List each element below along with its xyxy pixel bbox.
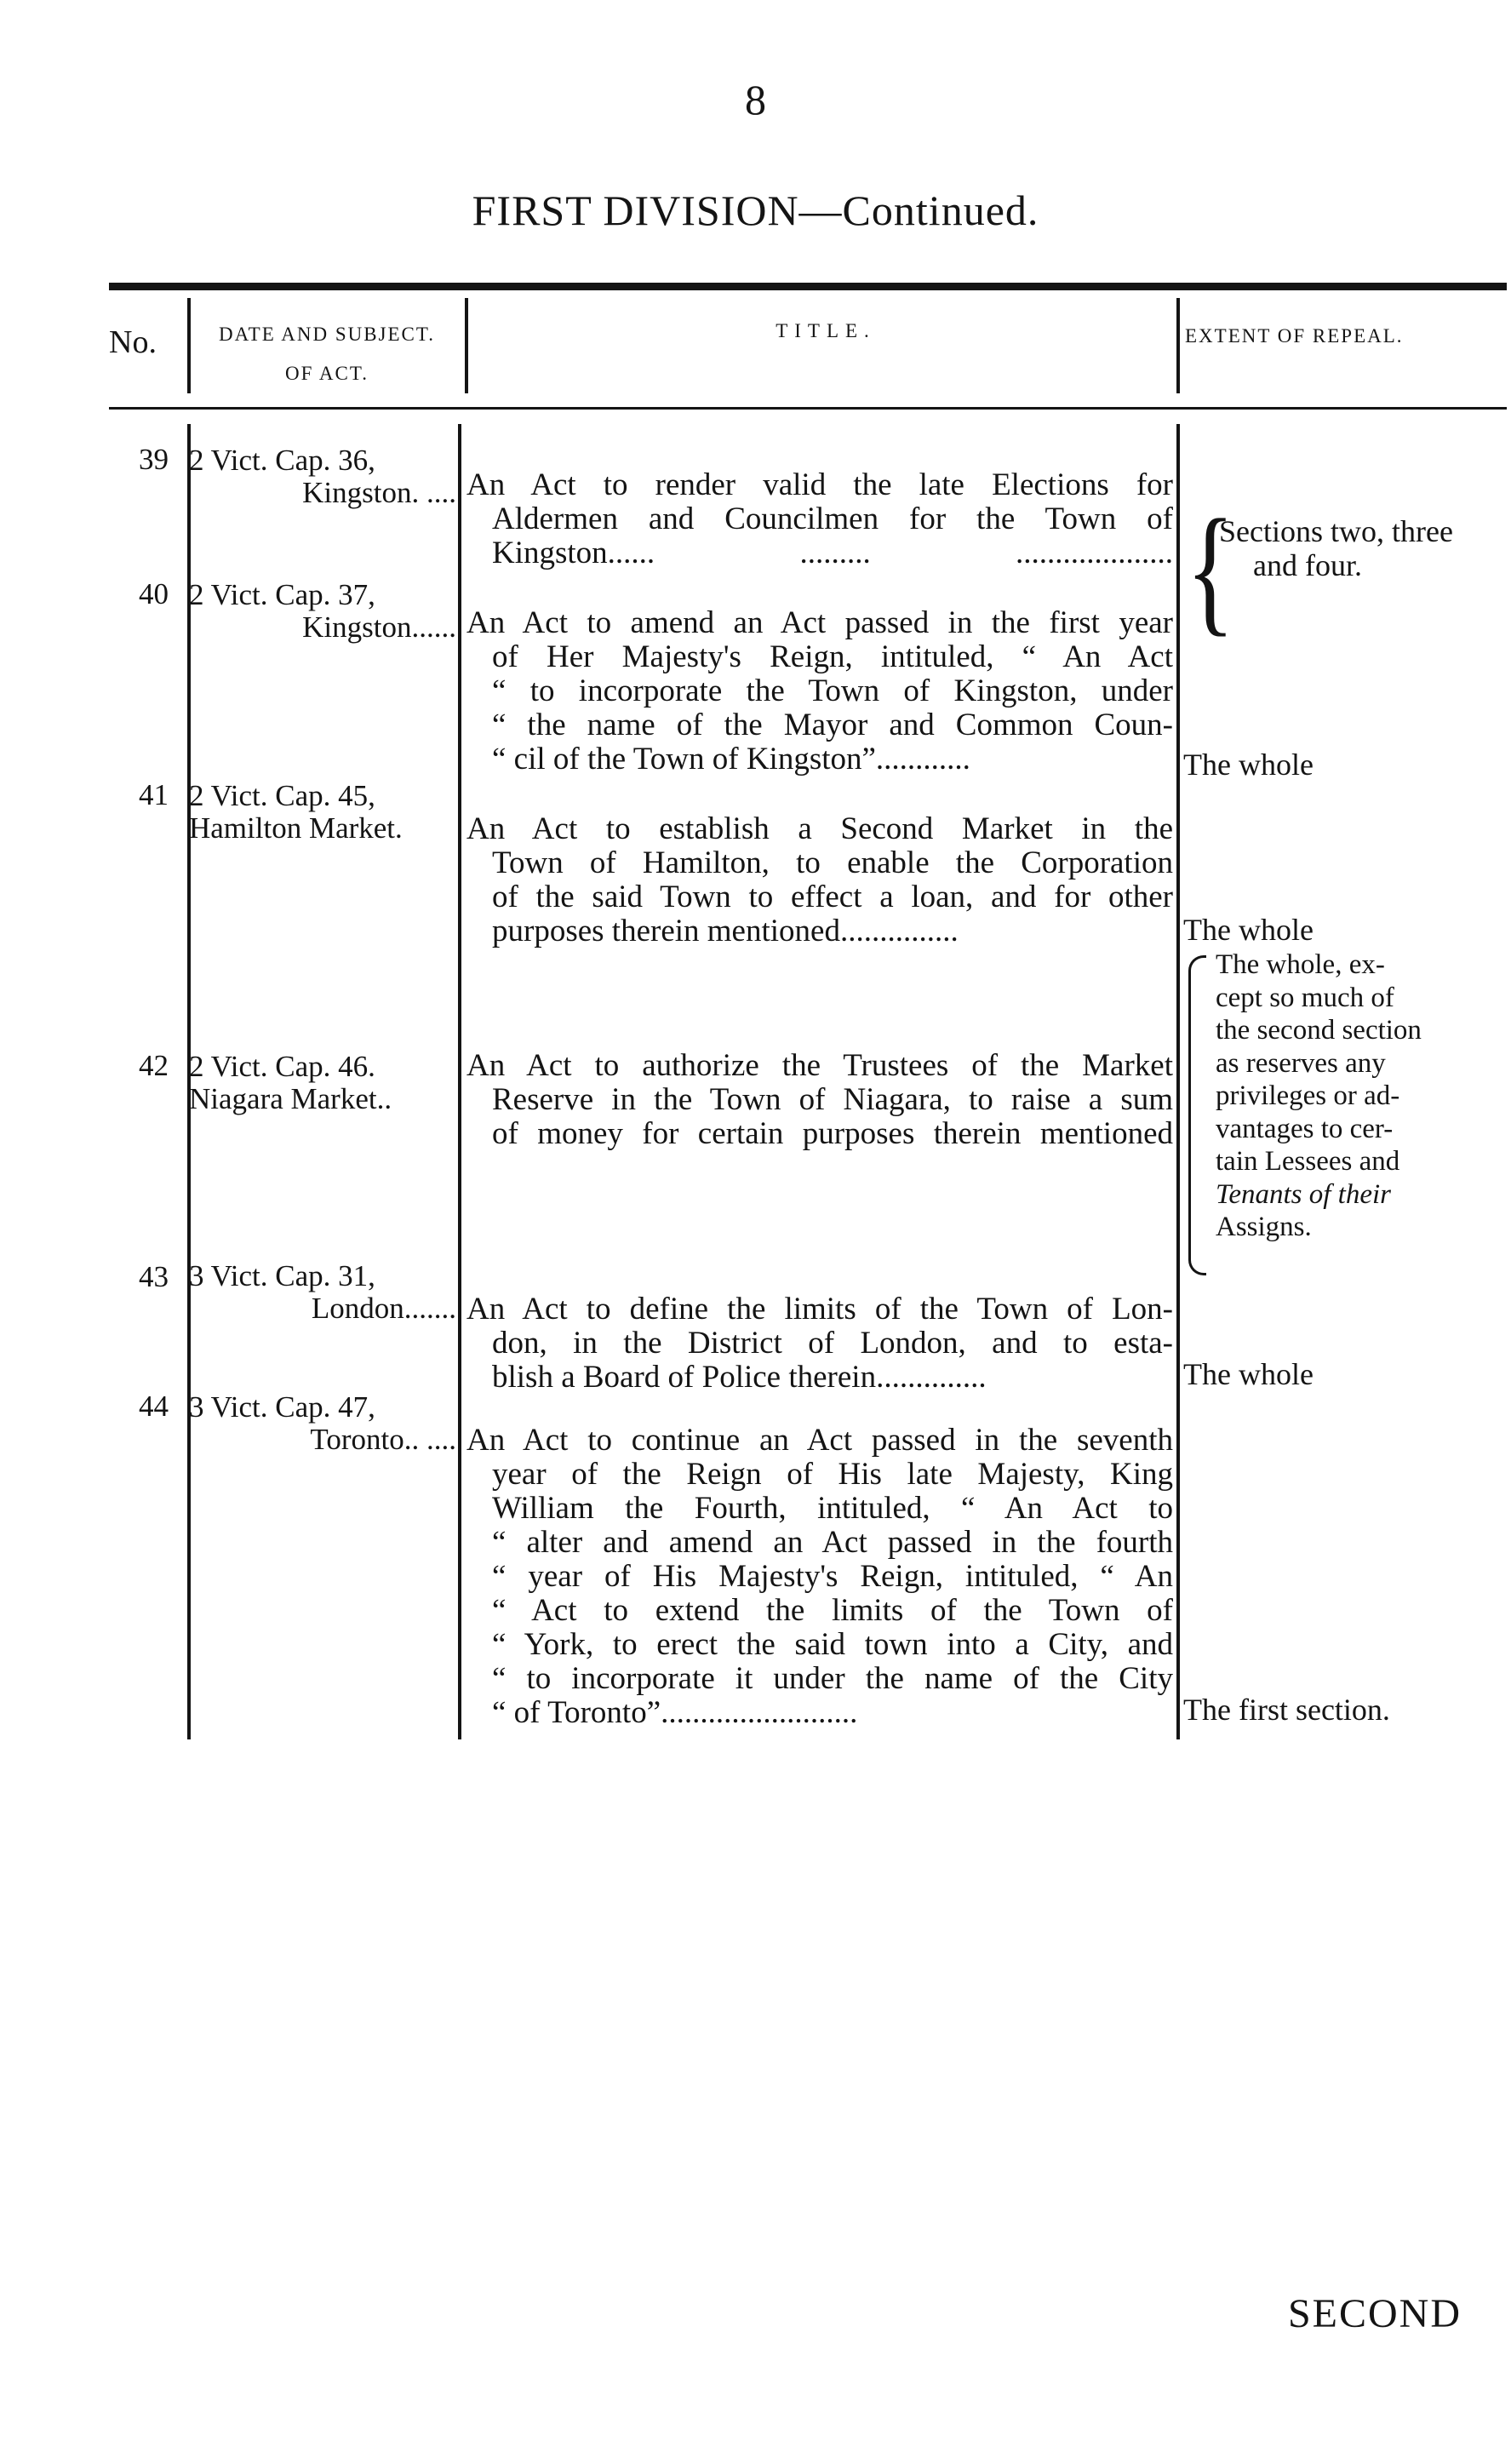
entry-number: 41 (139, 778, 169, 811)
entry-extent (1183, 748, 1314, 782)
top-rule (109, 283, 1507, 290)
entry-title (466, 812, 1173, 948)
brace-icon (1188, 955, 1206, 1275)
extent-line: Tenants of their (1216, 1178, 1391, 1210)
title-line: “ of Toronto”......................... (492, 1695, 858, 1730)
catchword: SECOND (1287, 2291, 1462, 2336)
entry-title (466, 468, 1173, 570)
entry-date: 2 Vict. Cap. 45, (189, 779, 375, 812)
entry-number: 42 (139, 1049, 169, 1082)
entry-number: 44 (139, 1390, 169, 1423)
entry-subject: Kingston. .... (302, 476, 456, 509)
entry-extent (1183, 1693, 1390, 1727)
entry-date-subject (189, 444, 456, 509)
title-line: Kingston...... ......... .................... (492, 536, 1173, 570)
title-line: of the said Town to effect a loan, and for other (492, 880, 1173, 914)
title-line: “ York, to erect the said town into a City, and (492, 1627, 1173, 1662)
entry-date-subject (189, 1051, 456, 1115)
entry-extent (1183, 913, 1314, 947)
entry-number: 40 (139, 577, 169, 610)
title-line: “ cil of the Town of Kingston”............ (492, 742, 970, 776)
entry-date: 2 Vict. Cap. 46. (189, 1050, 375, 1083)
entry-subject: Niagara Market.. (189, 1082, 392, 1115)
title-line: don, in the District of London, and to esta- (492, 1326, 1173, 1361)
title-line: “ the name of the Mayor and Common Coun- (492, 708, 1173, 742)
header-date-line2: OF ACT. (285, 363, 369, 384)
extent-line: privileges or ad- (1216, 1080, 1400, 1111)
extent-line: and four. (1253, 548, 1362, 582)
entry-extent (1216, 948, 1497, 1244)
title-line: Aldermen and Councilmen for the Town of (492, 501, 1173, 536)
extent-line: tain Lessees and (1216, 1146, 1400, 1177)
column-divider (1176, 298, 1180, 393)
header-no: No. (109, 324, 157, 360)
entry-date-subject (189, 1391, 456, 1456)
entry-title (466, 606, 1173, 776)
extent-line: The first section. (1183, 1693, 1390, 1727)
extent-line: the second section (1216, 1015, 1422, 1046)
entry-title (466, 1049, 1173, 1151)
header-extent-of-repeal: EXTENT OF REPEAL. (1185, 325, 1404, 347)
title-line: “ to incorporate it under the name of the City (492, 1661, 1173, 1696)
entry-date: 2 Vict. Cap. 37, (189, 578, 375, 611)
extent-line: The whole (1183, 913, 1314, 947)
entry-title (466, 1424, 1173, 1730)
title-line: “ year of His Majesty's Reign, intituled, “ An (492, 1559, 1173, 1594)
title-line: “ Act to extend the limits of the Town of (492, 1593, 1173, 1628)
extent-line: The whole (1183, 1357, 1314, 1391)
title-line: year of the Reign of His late Majesty, King (492, 1457, 1173, 1492)
column-divider (1176, 424, 1180, 1739)
entry-number: 39 (139, 443, 169, 476)
entry-date-subject (189, 579, 456, 644)
extent-line: vantages to cer- (1216, 1113, 1394, 1144)
title-line: “ alter and amend an Act passed in the fourth (492, 1525, 1173, 1560)
title-line: Town of Hamilton, to enable the Corporation (492, 845, 1173, 880)
title-line: William the Fourth, intituled, “ An Act to (492, 1491, 1173, 1526)
entry-date: 2 Vict. Cap. 36, (189, 444, 375, 477)
extent-line: cept so much of (1216, 982, 1394, 1013)
entry-subject: London....... (311, 1292, 456, 1325)
extent-line: The whole (1183, 748, 1314, 782)
header-rule (109, 407, 1507, 410)
extent-line: as reserves any (1216, 1047, 1386, 1079)
column-divider (465, 298, 468, 393)
entry-subject: Kingston...... (302, 610, 456, 644)
entry-title (466, 1292, 1173, 1395)
title-line: “ to incorporate the Town of Kingston, under (492, 673, 1173, 708)
header-date-line1: DATE AND SUBJECT. (218, 324, 435, 345)
entry-subject: Hamilton Market. (189, 811, 403, 845)
column-divider (187, 298, 191, 393)
title-line: blish a Board of Police therein.............. (492, 1360, 987, 1395)
entry-number: 43 (139, 1260, 169, 1293)
title-line: An Act to define the limits of the Town of Lon- (466, 1292, 1173, 1327)
header-date-subject (192, 315, 461, 393)
entry-extent (1219, 514, 1491, 582)
entry-date-subject (189, 1260, 456, 1325)
entry-extent (1183, 1357, 1314, 1391)
title-line: Reserve in the Town of Niagara, to raise a sum (492, 1082, 1173, 1117)
entry-date-subject (189, 780, 456, 845)
extent-line: The whole, ex- (1216, 949, 1385, 980)
title-line: An Act to establish a Second Market in the (466, 811, 1173, 846)
title-line: purposes therein mentioned............... (492, 914, 959, 948)
division-title: FIRST DIVISION—Continued. (472, 186, 1039, 234)
title-line: An Act to authorize the Trustees of the Market (466, 1048, 1173, 1083)
entry-date: 3 Vict. Cap. 47, (189, 1390, 375, 1424)
entry-date: 3 Vict. Cap. 31, (189, 1259, 375, 1292)
title-line: of Her Majesty's Reign, intituled, “ An Act (492, 639, 1173, 674)
header-title: TITLE. (776, 320, 876, 341)
title-line: An Act to amend an Act passed in the first year (466, 605, 1173, 640)
brace-icon: { (1186, 490, 1235, 649)
extent-line: Sections two, three (1219, 514, 1453, 548)
title-line: An Act to continue an Act passed in the seventh (466, 1423, 1173, 1458)
column-divider (458, 424, 461, 1739)
title-line: of money for certain purposes therein mentioned (492, 1116, 1173, 1151)
title-line: An Act to render valid the late Elections for (466, 467, 1173, 502)
extent-line: Assigns. (1216, 1212, 1312, 1242)
entry-subject: Toronto.. .... (310, 1423, 456, 1456)
page-number: 8 (745, 76, 766, 123)
